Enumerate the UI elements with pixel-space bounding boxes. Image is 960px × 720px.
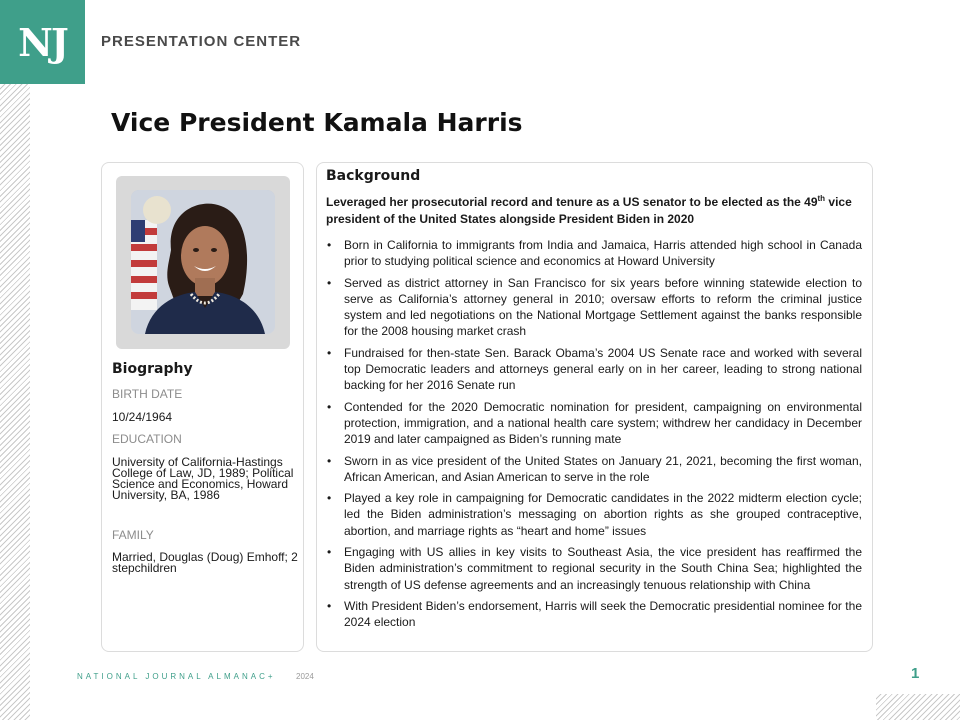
- education-label-block: [112, 432, 298, 446]
- summary-superscript: th: [817, 194, 826, 203]
- bullet-item: • With President Biden’s endorsement, Harris will seek the Democratic presidential nominee for the 2024 election: [326, 598, 862, 631]
- footer-brand-label: NATIONAL JOURNAL ALMANAC+: [77, 672, 276, 681]
- decorative-stripes-right: [876, 694, 960, 720]
- biography-card: [101, 162, 304, 652]
- birth-date-value: 10/24/1964: [112, 410, 173, 424]
- bullet-item: • Sworn in as vice president of the United States on January 21, 2021, becoming the first woman, African American, and Asian American to serve in the role: [326, 453, 862, 486]
- logo-text: NJ: [18, 19, 67, 65]
- biography-heading: Biography: [112, 361, 193, 377]
- background-heading: Background: [326, 168, 421, 184]
- education-value-block: [112, 457, 298, 501]
- family-label: FAMILY: [112, 528, 154, 542]
- portrait-frame: [116, 176, 290, 349]
- bullet-item: • Engaging with US allies in key visits to Southeast Asia, the vice president has reaffirmed the Biden administration’s commitment to regional security in the South China Sea; highlighted the strength of US defense agreements and an increasingly tenuous relationship with China: [326, 544, 862, 593]
- education-label: EDUCATION: [112, 432, 182, 446]
- birth-date-value-block: [112, 410, 298, 424]
- flag-graphic: [131, 220, 157, 310]
- summary-text-part1: Leveraged her prosecutorial record and tenure as a US senator to be elected as the 49: [326, 195, 818, 209]
- summary-text-part2: vice president of the United States alongside President Biden in 2020: [326, 195, 852, 226]
- education-value: University of California-Hastings College of Law, JD, 1989; Political Science and Economics, Howard University, BA, 1986: [112, 455, 294, 502]
- nj-logo: [0, 0, 85, 84]
- family-value: Married, Douglas (Doug) Emhoff; 2 stepchildren: [112, 550, 298, 575]
- bullet-item: • Played a key role in campaigning for Democratic candidates in the 2022 midterm election cycle; led the Biden administration’s messaging on abortion rights as she grouped contraceptive, abortion, and marriage rights as “heart and home” issues: [326, 490, 862, 539]
- birth-date-label: BIRTH DATE: [112, 387, 183, 401]
- portrait-illustration: [131, 190, 275, 334]
- page-number: 1: [911, 665, 920, 682]
- family-label-block: [112, 528, 298, 542]
- birth-date-section: [112, 387, 298, 401]
- bullet-item: • Fundraised for then-state Sen. Barack Obama’s 2004 US Senate race and worked with several top Democratic leaders and attorneys general early on in her career, leading to strong national backing for her 2016 Senate run: [326, 345, 862, 394]
- bullet-item: • Served as district attorney in San Francisco for six years before winning statewide election to serve as California’s attorney general in 2010; oversaw efforts to reform the criminal justice system and led negotiations on the National Mortgage Settlement against the banks responsible for the 2008 housing market crash: [326, 275, 862, 340]
- header-label: PRESENTATION CENTER: [101, 33, 302, 50]
- bullet-item: • Contended for the 2020 Democratic nomination for president, campaigning on environmental protection, immigration, and a national health care system; withdrew her candidacy in December 2019 and later campaigned as Biden’s running mate: [326, 399, 862, 448]
- footer-year: 2024: [296, 672, 314, 681]
- page-title: Vice President Kamala Harris: [111, 108, 523, 137]
- bullet-item: • Born in California to immigrants from India and Jamaica, Harris attended high school in Canada prior to studying political science and economics at Howard University: [326, 237, 862, 270]
- decorative-stripes-left: [0, 84, 30, 720]
- background-summary: [326, 194, 862, 228]
- background-card: [316, 162, 873, 652]
- portrait-photo: [131, 190, 275, 334]
- background-bullet-list: [326, 237, 862, 636]
- family-value-block: [112, 552, 298, 574]
